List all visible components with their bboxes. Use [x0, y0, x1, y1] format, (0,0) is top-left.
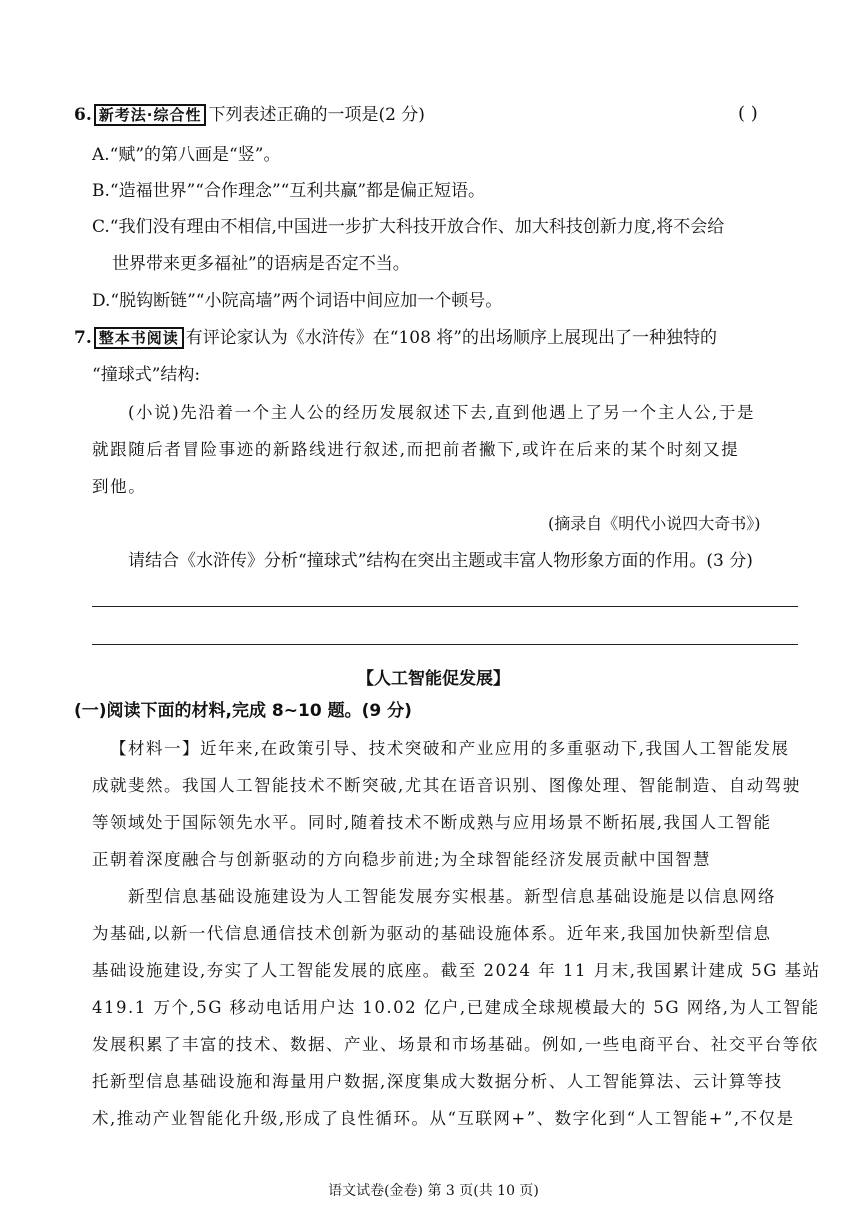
material-paragraph-line: 等领域处于国际领先水平。同时,随着技术不断成熟与应用场景不断拓展,我国人工智能: [92, 813, 772, 832]
answer-line: [92, 644, 798, 645]
question-6-stem: [74, 104, 425, 126]
material-paragraph-line: 托新型信息基础设施和海量用户数据,深度集成大数据分析、人工智能算法、云计算等技: [92, 1072, 783, 1091]
question-number: 7.: [74, 328, 92, 348]
question-tag: 整本书阅读: [94, 327, 184, 349]
question-text: 下列表述正确的一项是(2 分): [208, 105, 425, 125]
material-paragraph-line: 419.1 万个,5G 移动电话用户达 10.02 亿户,已建成全球规模最大的 5G 网络,为人工智能: [92, 998, 820, 1017]
material-paragraph-line: 发展积累了丰富的技术、数据、产业、场景和市场基础。例如,一些电商平台、社交平台等依: [92, 1035, 819, 1054]
option-d: D.“脱钩断链”“小院高墙”两个词语中间应加一个顿号。: [92, 291, 503, 311]
quote-line: (小说)先沿着一个主人公的经历发展叙述下去,直到他遇上了另一个主人公,于是: [128, 403, 756, 422]
question-number: 6.: [74, 105, 92, 125]
answer-line: [92, 606, 798, 607]
question-text: 有评论家认为《水浒传》在“108 将”的出场顺序上展现出了一种独特的: [185, 328, 717, 348]
page-footer: 语文试卷(金卷) 第 3 页(共 10 页): [328, 1183, 539, 1199]
quote-source: (摘录自《明代小说四大奇书》): [548, 514, 761, 533]
option-c-continued: 世界带来更多福祉”的语病是否定不当。: [112, 254, 410, 274]
material-paragraph-line: 基础设施建设,夯实了人工智能发展的底座。截至 2024 年 11 月末,我国累计建成 5G 基站: [92, 961, 821, 980]
material-paragraph-line: 正朝着深度融合与创新驱动的方向稳步前进;为全球智能经济发展贡献中国智慧: [92, 850, 712, 869]
material-paragraph-line: 新型信息基础设施建设为人工智能发展夯实根基。新型信息基础设施是以信息网络: [128, 887, 776, 906]
option-b: B.“造福世界”“合作理念”“互利共赢”都是偏正短语。: [92, 181, 486, 201]
material-paragraph-line: 成就斐然。我国人工智能技术不断突破,尤其在语音识别、图像处理、智能制造、自动驾驶: [92, 776, 801, 795]
quote-line: 就跟随后者冒险事迹的新路线进行叙述,而把前者撇下,或许在后来的某个时刻又提: [92, 440, 740, 459]
section-title: 【人工智能促发展】: [357, 669, 510, 689]
material-paragraph-line: 【材料一】近年来,在政策引导、技术突破和产业应用的多重驱动下,我国人工智能发展: [110, 739, 790, 758]
material-paragraph-line: 为基础,以新一代信息通信技术创新为驱动的基础设施体系。近年来,我国加快新型信息: [92, 924, 772, 943]
quote-line: 到他。: [92, 477, 147, 496]
question-7-stem-continued: “撞球式”结构:: [92, 365, 201, 385]
option-c: C.“我们没有理由不相信,中国进一步扩大科技开放合作、加大科技创新力度,将不会给: [92, 217, 725, 237]
option-a: A.“赋”的第八画是“竖”。: [92, 145, 281, 165]
material-paragraph-line: 术,推动产业智能化升级,形成了良性循环。从“互联网+”、数字化到“人工智能+”,不仅是: [92, 1109, 795, 1128]
question-7-prompt: 请结合《水浒传》分析“撞球式”结构在突出主题或丰富人物形象方面的作用。(3 分): [128, 551, 753, 571]
answer-parentheses: ( ): [738, 103, 758, 124]
reading-instructions: (一)阅读下面的材料,完成 8~10 题。(9 分): [74, 701, 412, 721]
question-tag: 新考法·综合性: [94, 104, 207, 126]
question-7-stem: [74, 327, 717, 349]
